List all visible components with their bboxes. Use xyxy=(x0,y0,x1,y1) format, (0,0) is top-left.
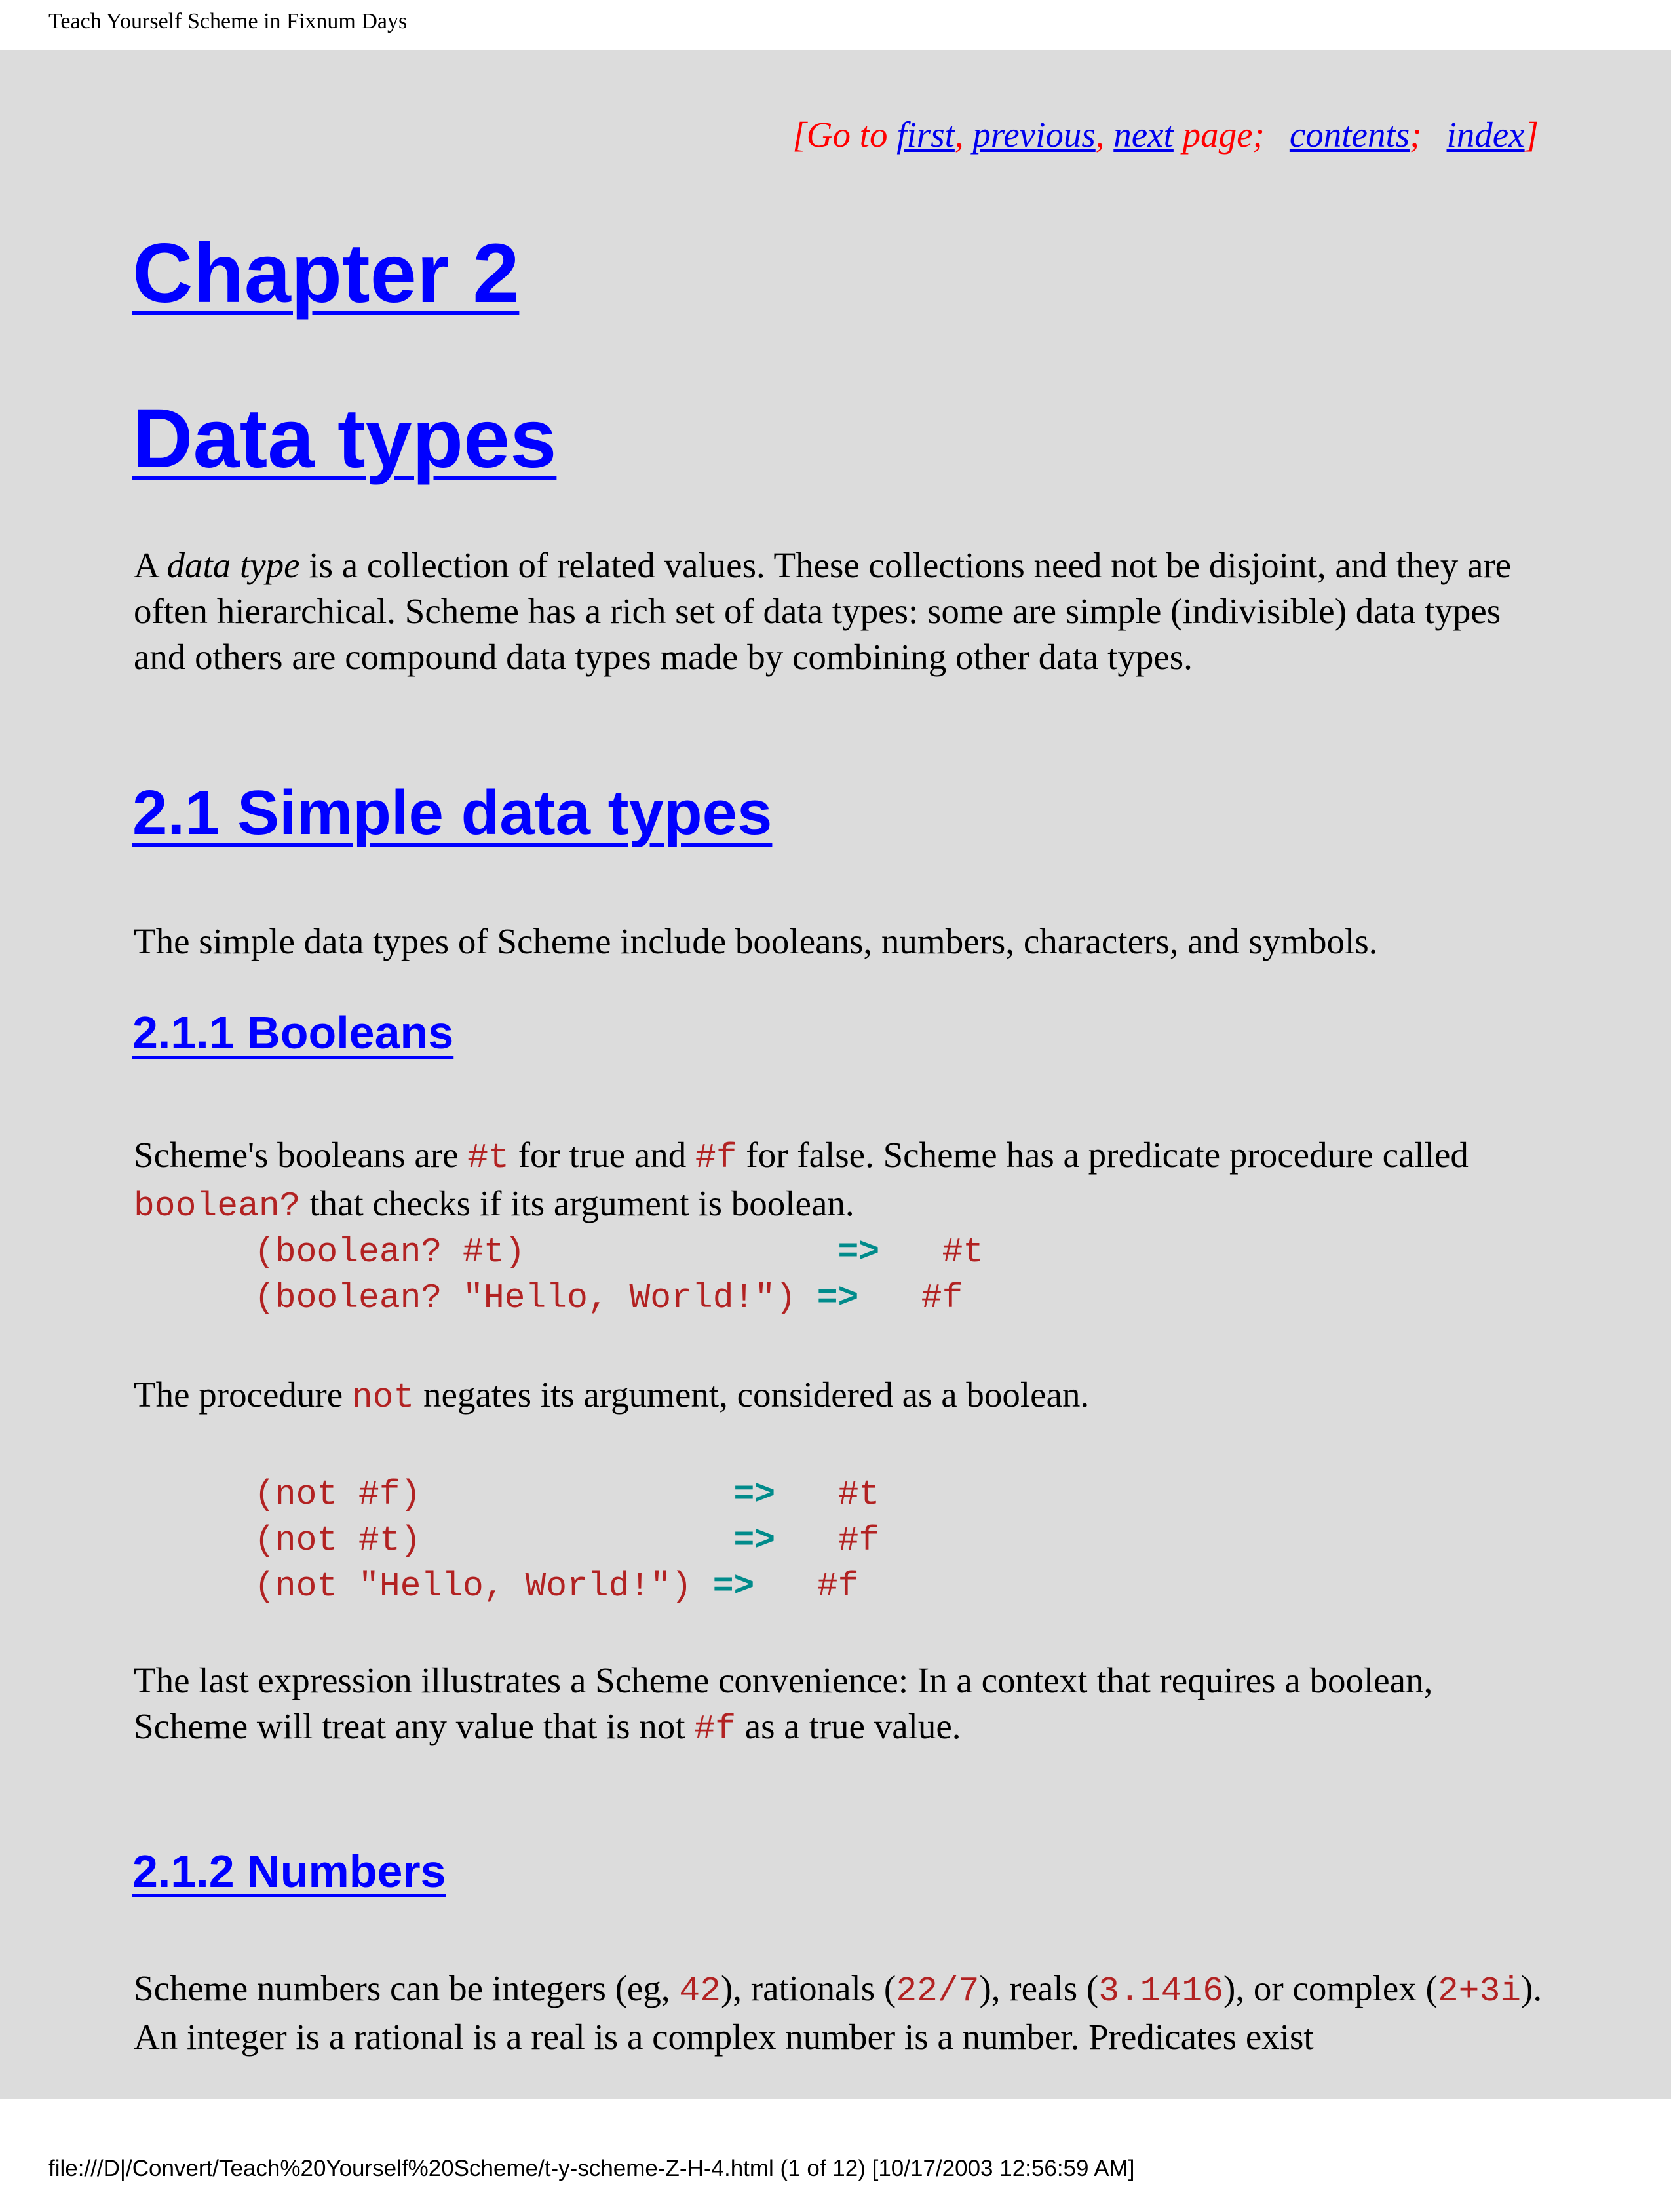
bool-true-code: #t xyxy=(467,1138,509,1177)
nav-previous-link[interactable]: previous xyxy=(972,115,1096,155)
arrow-symbol: => xyxy=(837,1232,880,1272)
bool-false-code: #f xyxy=(695,1138,737,1177)
arrow-symbol: => xyxy=(816,1278,859,1318)
num-p-d: ), or complex ( xyxy=(1223,1968,1438,2008)
intro-paragraph xyxy=(134,543,1543,680)
complex-code: 2+3i xyxy=(1437,1972,1522,2011)
code-expr: (boolean? "Hello, World!") xyxy=(254,1278,817,1318)
bool-p1-d: that checks if its argument is boolean. xyxy=(300,1183,855,1223)
nav-next-link[interactable]: next xyxy=(1113,115,1174,155)
intro-a: A xyxy=(134,545,167,585)
not-paragraph xyxy=(134,1372,1543,1421)
code-expr: (not #f) xyxy=(254,1475,734,1514)
not-p-b: negates its argument, considered as a boolean. xyxy=(414,1375,1090,1415)
code-result: #t xyxy=(837,1475,880,1514)
nav-sep2: , xyxy=(1095,115,1114,155)
bool-p1-b: for true and xyxy=(509,1135,696,1175)
code-expr: (boolean? #t) xyxy=(254,1232,838,1272)
arrow-symbol: => xyxy=(733,1475,776,1514)
code-line xyxy=(254,1567,858,1606)
num-p-b: ), rationals ( xyxy=(720,1968,896,2008)
code-line xyxy=(254,1521,879,1560)
not-code: not xyxy=(351,1378,415,1417)
nav-close: ] xyxy=(1524,115,1539,155)
intro-rest: is a collection of related values. These collections need not be disjoint, and they are often hierarchical. Scheme has a rich set of data types: some are simple (indivisible) data types and others are compound data types made by combining other data types. xyxy=(134,545,1512,677)
chapter-title[interactable]: Chapter 2 xyxy=(132,227,520,320)
arrow-symbol: => xyxy=(712,1567,755,1606)
integer-code: 42 xyxy=(679,1972,721,2011)
conv-p-b: as a true value. xyxy=(735,1706,961,1746)
code-line xyxy=(254,1278,963,1318)
bool-p1-a: Scheme's booleans are xyxy=(134,1135,468,1175)
not-p-a: The procedure xyxy=(134,1375,352,1415)
code-result: #f xyxy=(837,1521,880,1560)
booleans-paragraph xyxy=(134,1132,1543,1229)
boolean-pred-code: boolean? xyxy=(134,1187,301,1226)
arrow-symbol: => xyxy=(733,1521,776,1560)
nav-first-link[interactable]: first xyxy=(896,115,955,155)
code-result: #f xyxy=(921,1278,963,1318)
browser-header xyxy=(0,0,1671,50)
code-expr: (not #t) xyxy=(254,1521,734,1560)
num-p-a: Scheme numbers can be integers (eg, xyxy=(134,1968,680,2008)
code-result: #t xyxy=(942,1232,984,1272)
code-result: #f xyxy=(816,1567,859,1606)
intro-term: data type xyxy=(166,545,300,585)
nav-contents-link[interactable]: contents xyxy=(1289,115,1410,155)
rational-code: 22/7 xyxy=(896,1972,980,2011)
window-title: Teach Yourself Scheme in Fixnum Days xyxy=(48,9,408,33)
chapter-subtitle[interactable]: Data types xyxy=(132,392,557,486)
nav-page-word: page; xyxy=(1173,115,1265,155)
conv-p-a: The last expression illustrates a Scheme convenience: In a context that requires a boolean, Scheme will treat any value that is not xyxy=(134,1660,1433,1746)
boolean-code-block xyxy=(254,1229,984,1321)
nav-index-link[interactable]: index xyxy=(1446,115,1525,155)
numbers-paragraph xyxy=(134,1966,1543,2060)
not-code-block xyxy=(254,1472,879,1609)
footer-path: file:///D|/Convert/Teach%20Yourself%20Scheme/t-y-scheme-Z-H-4.html (1 of 12) [10/17/2003 12:56:59 AM] xyxy=(48,2156,1135,2181)
section-2-1-text: The simple data types of Scheme include booleans, numbers, characters, and symbols. xyxy=(134,921,1378,961)
convenience-paragraph xyxy=(134,1658,1543,1752)
section-2-1-2-title[interactable]: 2.1.2 Numbers xyxy=(132,1846,446,1897)
nav-semi: ; xyxy=(1410,115,1422,155)
nav-sep1: , xyxy=(954,115,973,155)
code-expr: (not "Hello, World!") xyxy=(254,1567,713,1606)
conv-false-code: #f xyxy=(694,1709,736,1749)
real-code: 3.1416 xyxy=(1098,1972,1224,2011)
section-2-1-1-title[interactable]: 2.1.1 Booleans xyxy=(132,1007,454,1058)
code-line xyxy=(254,1475,879,1514)
print-footer xyxy=(0,2149,1671,2212)
num-p-e: ). An integer is a rational is a real is a complex number is a number. Predicates exist xyxy=(134,1968,1543,2057)
num-p-c: ), reals ( xyxy=(979,1968,1099,2008)
section-2-1-title[interactable]: 2.1 Simple data types xyxy=(132,778,773,848)
navigation-bar xyxy=(792,114,1539,155)
nav-open: [Go to xyxy=(792,115,897,155)
code-line xyxy=(254,1232,984,1272)
bool-p1-c: for false. Scheme has a predicate procedure called xyxy=(737,1135,1469,1175)
page-content xyxy=(0,50,1671,2099)
